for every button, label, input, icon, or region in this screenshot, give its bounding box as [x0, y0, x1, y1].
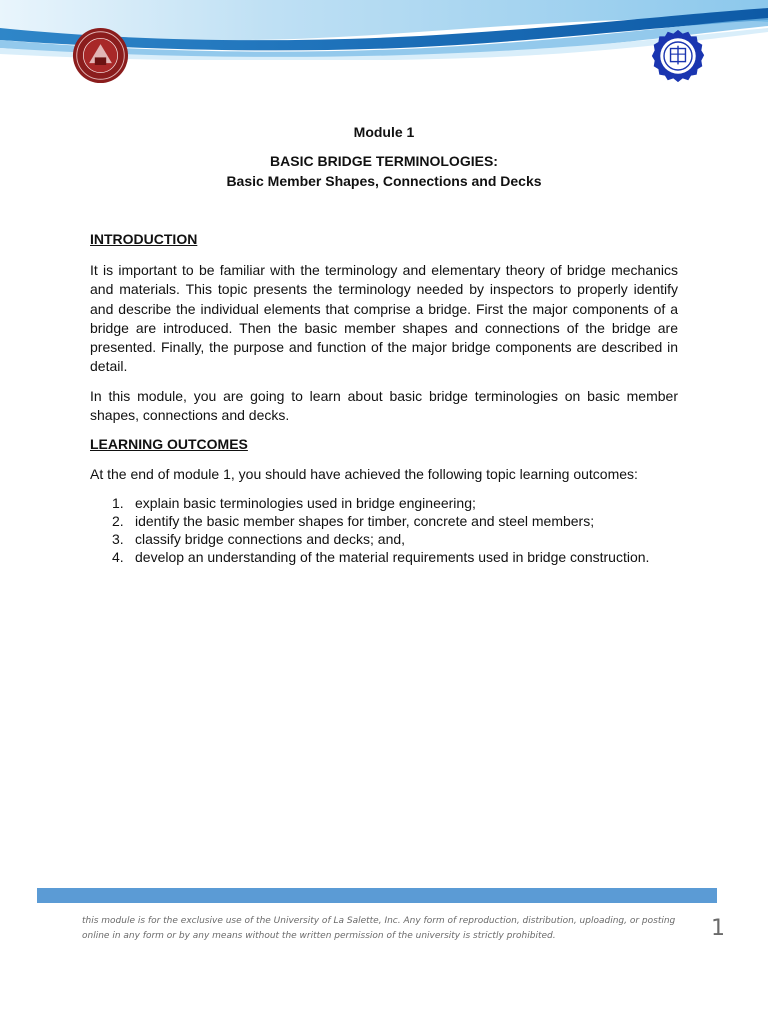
list-item-number: 3. — [112, 531, 124, 547]
list-item — [90, 548, 678, 566]
la-salette-seal-icon — [648, 28, 708, 84]
university-seal-icon — [72, 27, 129, 84]
list-item-text: identify the basic member shapes for timber, concrete and steel members; — [135, 513, 595, 529]
learning-outcomes-heading: LEARNING OUTCOMES — [90, 436, 248, 452]
introduction-paragraph-1: It is important to be familiar with the terminology and elementary theory of bridge mechanics and materials. This topic presents the terminology needed by inspectors to properly identify and describe the individual elements that comprise a bridge. First the major components of a bridge are introduced. Then the basic member shapes and connections of the bridge are presented. Finally, the purpose and function of the major bridge components are described in detail. — [90, 262, 678, 375]
list-item-number: 1. — [112, 495, 124, 511]
module-subtitle: Basic Member Shapes, Connections and Decks — [226, 173, 542, 189]
list-item-number: 4. — [112, 549, 124, 565]
module-label: Module 1 — [353, 124, 415, 140]
list-item-number: 2. — [112, 513, 124, 529]
list-item-text: develop an understanding of the material requirements used in bridge construction. — [135, 549, 650, 565]
module-title: BASIC BRIDGE TERMINOLOGIES: — [270, 153, 498, 169]
introduction-heading: INTRODUCTION — [90, 231, 198, 247]
learning-outcomes-intro: At the end of module 1, you should have achieved the following topic learning outcomes: — [90, 466, 638, 482]
footer-copyright-notice: this module is for the exclusive use of the University of La Salette, Inc. Any form of reproduction, distribution, uploading, or posting online in any form or by any means without the written permission of the university is strictly prohibited. — [82, 916, 676, 941]
list-item-text: explain basic terminologies used in bridge engineering; — [135, 495, 476, 511]
footer-bar — [37, 888, 717, 903]
list-item — [90, 512, 678, 530]
list-item — [90, 494, 678, 512]
list-item-text: classify bridge connections and decks; and, — [135, 531, 406, 547]
list-item — [90, 530, 678, 548]
learning-outcomes-list — [90, 494, 678, 566]
page-number: 1 — [711, 916, 725, 941]
introduction-paragraph-2: In this module, you are going to learn about basic bridge terminologies on basic member shapes, connections and decks. — [90, 388, 678, 424]
